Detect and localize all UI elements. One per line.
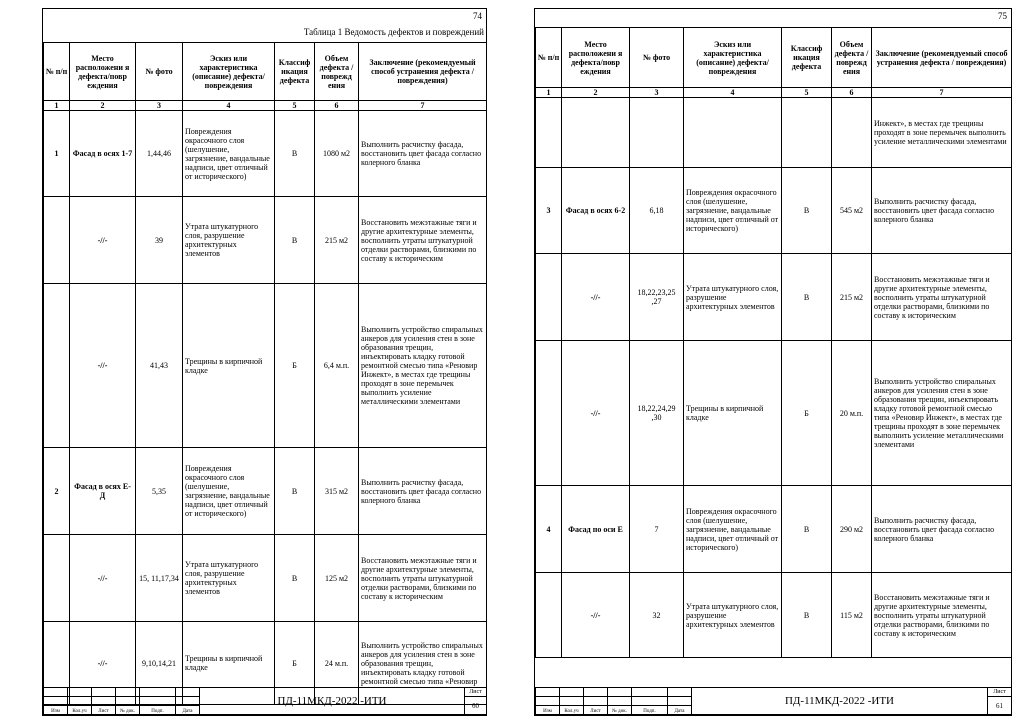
row-photo: 41,43 [136, 284, 183, 448]
row-volume: 315 м2 [315, 448, 359, 535]
row-description: Повреждения окрасочного слоя (шелушение, загрязнение, вандальные надписи, цвет отличный от исторического) [183, 448, 275, 535]
stamp-label: Подп. [140, 706, 176, 715]
column-number: 1 [44, 101, 70, 111]
row-volume: 215 м2 [315, 197, 359, 284]
column-number: 4 [183, 101, 275, 111]
column-number: 3 [136, 101, 183, 111]
column-number: 2 [70, 101, 136, 111]
row-location: Фасад в осях 6-2 [562, 168, 630, 254]
row-number [44, 535, 70, 622]
header-classification: Классиф икация дефекта [275, 43, 315, 101]
row-conclusion: Восстановить межэтажные тяги и другие архитектурные элементы, восполнить утраты штукатурной отделки растворами, близкими по составу к историческим [872, 254, 1012, 341]
column-number: 4 [684, 88, 782, 98]
row-volume: 115 м2 [832, 573, 872, 658]
sheet-label: Лист [465, 688, 487, 697]
row-photo: 9,10,14,21 [136, 622, 183, 705]
stamp-label: Подп. [632, 706, 668, 715]
row-conclusion: Выполнить устройство спиральных анкеров для усиления стен в зоне образования трещин, инъектировать кладку готовой ремонтной смесью типа «Реновир [359, 622, 487, 705]
row-description: Утрата штукатурного слоя, разрушение архитектурных элементов [183, 197, 275, 284]
header-description: Эскиз или характеристика (описание) дефекта/повреждения [183, 43, 275, 101]
row-classification: В [782, 254, 832, 341]
table-row [536, 486, 1012, 573]
row-conclusion: Выполнить расчистку фасада, восстановить цвет фасада согласно колерного бланка [872, 486, 1012, 573]
row-conclusion: Выполнить устройство спиральных анкеров для усиления стен в зоне образования трещин, инъектировать кладку готовой ремонтной смесью типа «Реновир Инжект», в местах где трещины проходят в зоне перемычек выполнить усиление металлическими элементами [872, 341, 1012, 486]
row-location: Фасад в осях 1-7 [70, 111, 136, 197]
column-number: 1 [536, 88, 562, 98]
column-number: 7 [359, 101, 487, 111]
stamp-label: Изм [44, 706, 68, 715]
row-location: Фасад по оси Е [562, 486, 630, 573]
stamp-label: Лист [584, 706, 608, 715]
row-conclusion: Восстановить межэтажные тяги и другие архитектурные элементы, восполнить утраты штукатурной отделки растворами, близкими по составу к историческим [359, 535, 487, 622]
row-classification: В [275, 197, 315, 284]
row-volume: 20 м.п. [832, 341, 872, 486]
table-row [536, 168, 1012, 254]
row-volume: 1080 м2 [315, 111, 359, 197]
table-row [44, 535, 487, 622]
row-conclusion: Выполнить расчистку фасада, восстановить цвет фасада согласно колерного бланка [872, 168, 1012, 254]
document-page-left [42, 8, 487, 716]
table-row [44, 284, 487, 448]
column-number: 7 [872, 88, 1012, 98]
row-photo: 7 [630, 486, 684, 573]
table-row [536, 98, 1012, 168]
stamp-label: Кол.уч [560, 706, 584, 715]
header-place: Место расположени я дефекта/повр еждения [562, 28, 630, 88]
stamp-label: Лист [92, 706, 116, 715]
row-number [44, 284, 70, 448]
row-description: Повреждения окрасочного слоя (шелушение, загрязнение, вандальные надписи, цвет отличный от исторического) [684, 168, 782, 254]
row-number [536, 98, 562, 168]
row-conclusion: Восстановить межэтажные тяги и другие архитектурные элементы, восполнить утраты штукатурной отделки растворами, близкими по составу к историческим [872, 573, 1012, 658]
row-conclusion: Выполнить устройство спиральных анкеров для усиления стен в зоне образования трещин, инъектировать кладку готовой ремонтной смесью типа «Реновир Инжект», в местах где трещины проходят в зоне перемычек выполнить усиление металлическими элементами [359, 284, 487, 448]
header-description: Эскиз или характеристика (описание) дефекта/повреждения [684, 28, 782, 88]
row-photo: 6,18 [630, 168, 684, 254]
row-classification: Б [275, 622, 315, 705]
row-number [536, 254, 562, 341]
page-number: 74 [473, 11, 482, 21]
table-row [536, 341, 1012, 486]
row-classification: В [782, 168, 832, 254]
row-photo: 18,22,23,25 ,27 [630, 254, 684, 341]
row-volume: 545 м2 [832, 168, 872, 254]
row-volume: 290 м2 [832, 486, 872, 573]
stamp-label: Кол.уч [68, 706, 92, 715]
table-row [44, 111, 487, 197]
row-location: -//- [562, 254, 630, 341]
row-conclusion: Выполнить расчистку фасада, восстановить цвет фасада согласно колерного бланка [359, 448, 487, 535]
row-description: Трещины в кирпичной кладке [684, 341, 782, 486]
column-number: 5 [275, 101, 315, 111]
row-volume: 6,4 м.п. [315, 284, 359, 448]
row-photo: 15, 11,17,34 [136, 535, 183, 622]
row-classification: В [782, 486, 832, 573]
stamp-label: № док. [116, 706, 140, 715]
row-location: -//- [70, 535, 136, 622]
row-number: 1 [44, 111, 70, 197]
header-conclusion: Заключение (рекомендуемый способ устранения дефекта / повреждения) [359, 43, 487, 101]
row-classification: Б [275, 284, 315, 448]
row-classification: В [275, 448, 315, 535]
row-description: Трещины в кирпичной кладке [183, 284, 275, 448]
row-volume [832, 98, 872, 168]
sheet-number: 60 [465, 697, 487, 715]
row-photo: 1,44,46 [136, 111, 183, 197]
header-place: Место расположени я дефекта/повр еждения [70, 43, 136, 101]
row-classification: В [275, 535, 315, 622]
header-photo: № фото [136, 43, 183, 101]
row-location: -//- [562, 573, 630, 658]
row-number: 4 [536, 486, 562, 573]
header-photo: № фото [630, 28, 684, 88]
row-photo [630, 98, 684, 168]
header-number: № п/п [536, 28, 562, 88]
row-number [536, 341, 562, 486]
row-location: Фасад в осях Е-Д [70, 448, 136, 535]
document-code: ПД-11МКД-2022 -ИТИ [200, 688, 465, 715]
row-location: -//- [70, 197, 136, 284]
row-description [684, 98, 782, 168]
row-classification: В [782, 573, 832, 658]
table-row [536, 573, 1012, 658]
row-location: -//- [70, 622, 136, 705]
defects-table [535, 27, 1012, 658]
row-description: Повреждения окрасочного слоя (шелушение, загрязнение, вандальные надписи, цвет отличный от исторического) [684, 486, 782, 573]
column-number: 3 [630, 88, 684, 98]
document-code: ПД-11МКД-2022 -ИТИ [692, 688, 988, 715]
row-photo: 32 [630, 573, 684, 658]
header-conclusion: Заключение (рекомендуемый способ устранения дефекта / повреждения) [872, 28, 1012, 88]
row-conclusion: Выполнить расчистку фасада, восстановить цвет фасада согласно колерного бланка [359, 111, 487, 197]
row-photo: 39 [136, 197, 183, 284]
row-number [536, 573, 562, 658]
row-description: Утрата штукатурного слоя, разрушение архитектурных элементов [684, 573, 782, 658]
header-number: № п/п [44, 43, 70, 101]
header-volume: Объем дефекта / поврежд ения [315, 43, 359, 101]
stamp-label: Изм [536, 706, 560, 715]
row-location [562, 98, 630, 168]
column-number: 2 [562, 88, 630, 98]
table-row [536, 254, 1012, 341]
row-volume: 24 м.п. [315, 622, 359, 705]
row-photo: 5,35 [136, 448, 183, 535]
row-location: -//- [70, 284, 136, 448]
sheet-label: Лист [988, 688, 1012, 697]
table-row [44, 448, 487, 535]
header-volume: Объем дефекта / поврежд ения [832, 28, 872, 88]
row-volume: 125 м2 [315, 535, 359, 622]
document-page-right [534, 8, 1012, 716]
table-row [44, 197, 487, 284]
page-number: 75 [998, 11, 1007, 21]
sheet-number: 61 [988, 697, 1012, 715]
column-number: 6 [315, 101, 359, 111]
title-block [535, 687, 1012, 715]
column-number: 5 [782, 88, 832, 98]
table-caption: Таблица 1 Ведомость дефектов и повреждений [303, 27, 484, 37]
row-conclusion: Инжект», в местах где трещины проходят в зоне перемычек выполнить усиление металлическими элементами [872, 98, 1012, 168]
row-number [44, 197, 70, 284]
row-classification [782, 98, 832, 168]
stamp-label: Дата [176, 706, 200, 715]
row-description: Утрата штукатурного слоя, разрушение архитектурных элементов [684, 254, 782, 341]
row-number: 3 [536, 168, 562, 254]
row-volume: 215 м2 [832, 254, 872, 341]
row-location: -//- [562, 341, 630, 486]
row-description: Утрата штукатурного слоя, разрушение архитектурных элементов [183, 535, 275, 622]
row-description: Трещины в кирпичной кладке [183, 622, 275, 705]
row-conclusion: Восстановить межэтажные тяги и другие архитектурные элементы, восполнить утраты штукатурной отделки растворами, близкими по составу к историческим [359, 197, 487, 284]
row-number: 2 [44, 448, 70, 535]
stamp-label: Дата [668, 706, 692, 715]
title-block [43, 687, 487, 715]
stamp-label: № док. [608, 706, 632, 715]
column-number: 6 [832, 88, 872, 98]
row-description: Повреждения окрасочного слоя (шелушение, загрязнение, вандальные надписи, цвет отличный от исторического) [183, 111, 275, 197]
defects-table [43, 42, 487, 705]
row-photo: 18,22,24,29 ,30 [630, 341, 684, 486]
row-classification: В [275, 111, 315, 197]
header-classification: Классиф икация дефекта [782, 28, 832, 88]
row-classification: Б [782, 341, 832, 486]
